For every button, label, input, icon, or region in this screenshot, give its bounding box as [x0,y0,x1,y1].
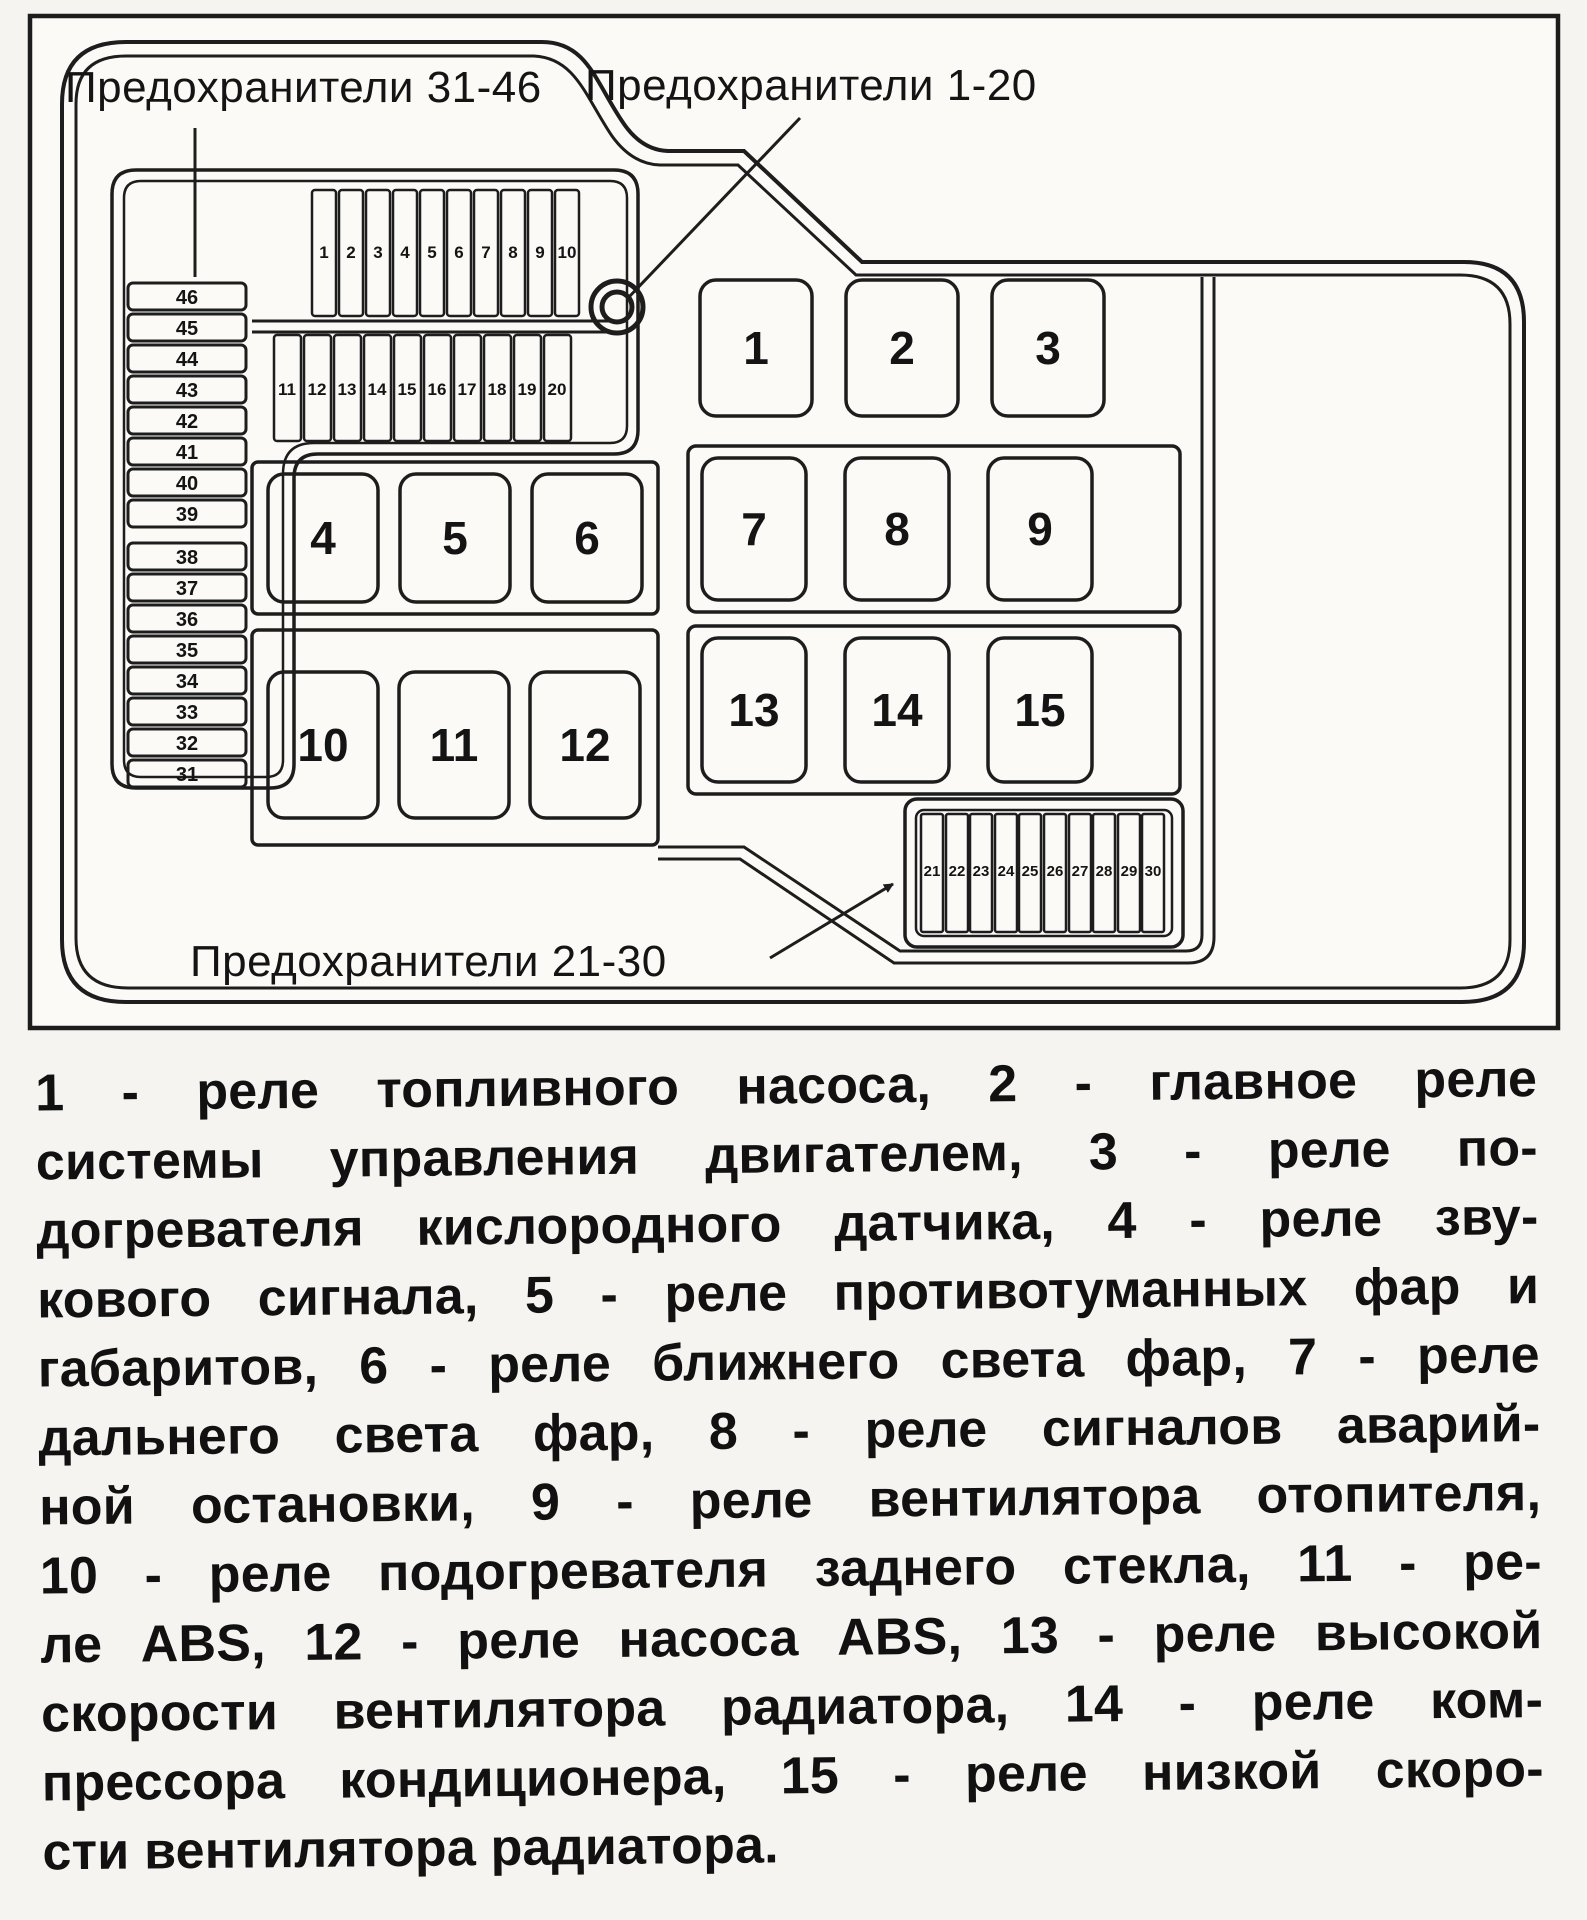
fuse-41: 41 [175,442,199,464]
relay-9: 9 [1027,503,1053,555]
fuse-43: 43 [175,380,199,402]
relay-13: 13 [728,684,780,736]
legend-line: 10 - реле подогревателя заднего стекла, 11 - ре- [39,1533,1543,1606]
label-fuses-1-20: Предохранители 1-20 [585,61,1037,110]
strip1-num-8: 8 [508,243,518,262]
fuse-33: 33 [175,702,199,724]
label-fuses-31-46: Предохранители 31-46 [65,63,542,112]
strip3-num-22: 22 [948,863,966,880]
relay-10: 10 [297,719,349,771]
strip3-num-26: 26 [1046,863,1064,880]
fuse-31: 31 [175,764,199,786]
strip2-num-16: 16 [427,380,447,399]
relay-2: 2 [889,322,915,374]
legend-line: скорости вентилятора радиатора, 14 - реле ком- [40,1671,1544,1744]
legend-line: дальнего света фар, 8 - реле сигналов аварий- [38,1395,1541,1468]
strip1-num-4: 4 [400,243,410,262]
strip1-num-7: 7 [481,243,491,262]
strip2-num-19: 19 [517,380,537,399]
fuse-36: 36 [175,609,199,631]
legend-line: габаритов, 6 - реле ближнего света фар, 7 - реле [37,1326,1541,1399]
strip2-num-15: 15 [397,380,417,399]
relay-8: 8 [884,503,910,555]
strip1-num-9: 9 [535,243,545,262]
relay-3: 3 [1035,322,1061,374]
fuse-32: 32 [175,733,199,755]
strip2-num-20: 20 [547,380,567,399]
fuse-39: 39 [175,504,199,526]
relay-5: 5 [442,512,468,564]
legend-text [35,1045,1545,1887]
relay-15: 15 [1014,684,1066,736]
relay-14: 14 [871,684,923,736]
fuse-40: 40 [175,473,199,495]
figure-frame [30,16,1558,1028]
fuse-34: 34 [175,671,199,693]
strip1-num-6: 6 [454,243,464,262]
strip3-num-30: 30 [1144,863,1162,880]
fuse-44: 44 [175,349,199,371]
relay-12: 12 [559,719,611,771]
legend-line: сти вентилятора радиатора. [42,1816,780,1882]
fuse-38: 38 [175,547,199,569]
legend-line: прессора кондиционера, 15 - реле низкой скоро- [41,1740,1545,1813]
strip2-num-18: 18 [487,380,507,399]
relay-11: 11 [429,719,479,771]
relay-7: 7 [741,503,767,555]
legend-line: системы управления двигателем, 3 - реле по- [35,1119,1539,1192]
strip3-num-24: 24 [997,863,1015,880]
strip3-num-23: 23 [972,863,990,880]
fuse-45: 45 [175,318,199,340]
fuse-46: 46 [175,287,199,309]
label-fuses-21-30: Предохранители 21-30 [190,937,667,986]
fuse-35: 35 [175,640,199,662]
legend-line: ной остановки, 9 - реле вентилятора отопителя, [38,1464,1542,1537]
strip2-num-14: 14 [367,380,387,399]
strip2-num-13: 13 [337,380,357,399]
strip1-num-10: 10 [557,243,577,262]
fuse-42: 42 [175,411,199,433]
strip3-num-21: 21 [923,863,941,880]
strip1-num-1: 1 [319,243,329,262]
relay-4: 4 [310,512,336,564]
strip3-num-29: 29 [1120,863,1138,880]
strip2-num-17: 17 [457,380,477,399]
strip1-num-3: 3 [373,243,383,262]
strip3-num-28: 28 [1095,863,1113,880]
relay-6: 6 [574,512,600,564]
legend-line: кового сигнала, 5 - реле противотуманных фар и [36,1257,1540,1330]
strip3-num-27: 27 [1071,863,1089,880]
fuse-37: 37 [175,578,199,600]
strip3-num-25: 25 [1021,863,1039,880]
relay-1: 1 [743,322,769,374]
strip2-num-12: 12 [307,380,327,399]
strip2-num-11: 11 [278,380,296,399]
strip1-num-5: 5 [427,243,437,262]
legend-line: догревателя кислородного датчика, 4 - реле зву- [36,1188,1539,1261]
legend-line: ле ABS, 12 - реле насоса ABS, 13 - реле высокой [40,1602,1543,1675]
legend-line: 1 - реле топливного насоса, 2 - главное реле [34,1050,1538,1123]
strip1-num-2: 2 [346,243,356,262]
